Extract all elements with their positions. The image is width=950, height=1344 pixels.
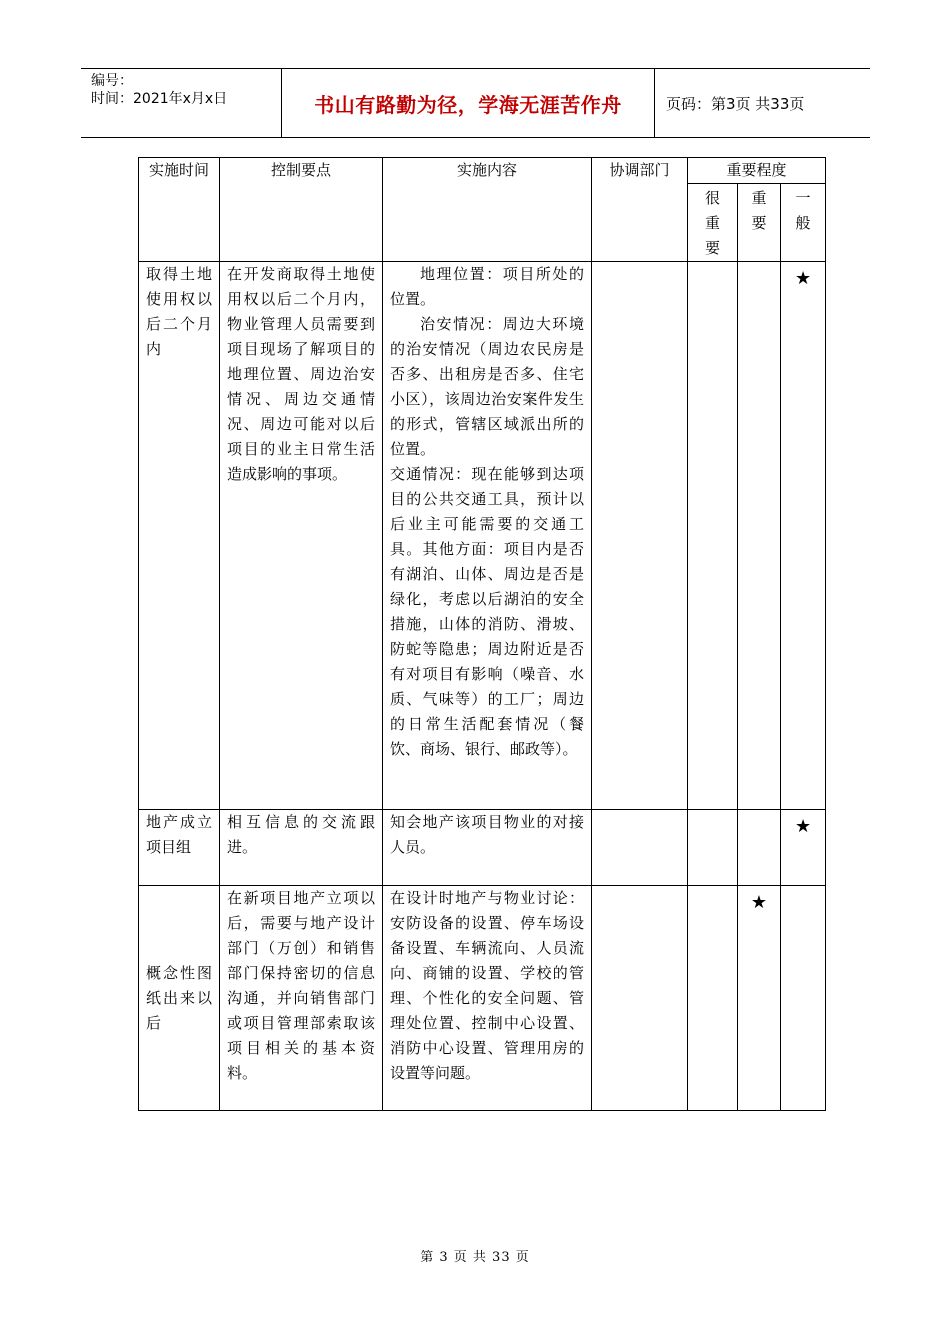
row2-control: 相互信息的交流跟进。 (220, 810, 383, 886)
table-row (139, 810, 826, 886)
row3-important-star: ★ (738, 886, 781, 1111)
header-normal: 一般 (781, 184, 826, 262)
row1-time: 取得土地使用权以后二个月内 (139, 262, 220, 810)
row1-content (383, 262, 592, 810)
row2-normal-star: ★ (781, 810, 826, 886)
row2-very (688, 810, 738, 886)
header-content: 实施内容 (383, 158, 592, 262)
row1-control: 在开发商取得土地使用权以后二个月内，物业管理人员需要到项目现场了解项目的地理位置、周边治安情况、周边交通情况、周边可能对以后项目的业主日常生活造成影响的事项。 (220, 262, 383, 810)
row1-dept (592, 262, 688, 810)
header-meta (81, 69, 282, 137)
row3-normal (781, 886, 826, 1111)
document-number: 编号： (91, 73, 133, 89)
header-motto: 书山有路勤为径，学海无涯苦作舟 (282, 69, 655, 137)
header-dept: 协调部门 (592, 158, 688, 262)
table-row (139, 886, 826, 1111)
implementation-table (138, 157, 826, 1111)
row3-time: 概念性图纸出来以后 (139, 886, 220, 1111)
table-header-row (139, 158, 826, 184)
row1-important (738, 262, 781, 810)
document-date: 时间：2021年x月x日 (91, 91, 228, 107)
row1-content-security: 治安情况：周边大环境的治安情况（周边农民房是否多、出租房是否多、住宅小区），该周边治安案件发生的形式，管辖区域派出所的位置。 (390, 315, 584, 458)
header-importance: 重要程度 (688, 158, 826, 184)
row3-dept (592, 886, 688, 1111)
header-important: 重要 (738, 184, 781, 262)
row1-very (688, 262, 738, 810)
row2-content: 知会地产该项目物业的对接人员。 (383, 810, 592, 886)
row3-control: 在新项目地产立项以后，需要与地产设计部门（万创）和销售部门保持密切的信息沟通，并向销售部门或项目管理部索取该项目相关的基本资料。 (220, 886, 383, 1111)
row1-content-traffic: 交通情况：现在能够到达项目的公共交通工具，预计以后业主可能需要的交通工具。其他方面：项目内是否有湖泊、山体、周边是否是绿化，考虑以后湖泊的安全措施，山体的消防、滑坡、防蛇等隐患；周边附近是否有对项目有影响（噪音、水质、气味等）的工厂；周边的日常生活配套情况（餐饮、商场、银行、邮政等）。 (390, 465, 584, 758)
row1-normal-star: ★ (781, 262, 826, 810)
page-footer: 第 3 页 共 33 页 (420, 1250, 530, 1265)
table-row (139, 262, 826, 810)
header-control: 控制要点 (220, 158, 383, 262)
header-time: 实施时间 (139, 158, 220, 262)
page-header (81, 68, 870, 138)
row2-dept (592, 810, 688, 886)
header-page-number: 页码：第3页 共33页 (666, 94, 805, 113)
header-very-important: 很重要 (688, 184, 738, 262)
row2-important (738, 810, 781, 886)
row3-content: 在设计时地产与物业讨论：安防设备的设置、停车场设备设置、车辆流向、人员流向、商铺的设置、学校的管理、个性化的安全问题、管理处位置、控制中心设置、消防中心设置、管理用房的设置等问题。 (383, 886, 592, 1111)
row1-content-location: 地理位置：项目所处的位置。 (390, 265, 584, 308)
row2-time: 地产成立项目组 (139, 810, 220, 886)
row3-very (688, 886, 738, 1111)
